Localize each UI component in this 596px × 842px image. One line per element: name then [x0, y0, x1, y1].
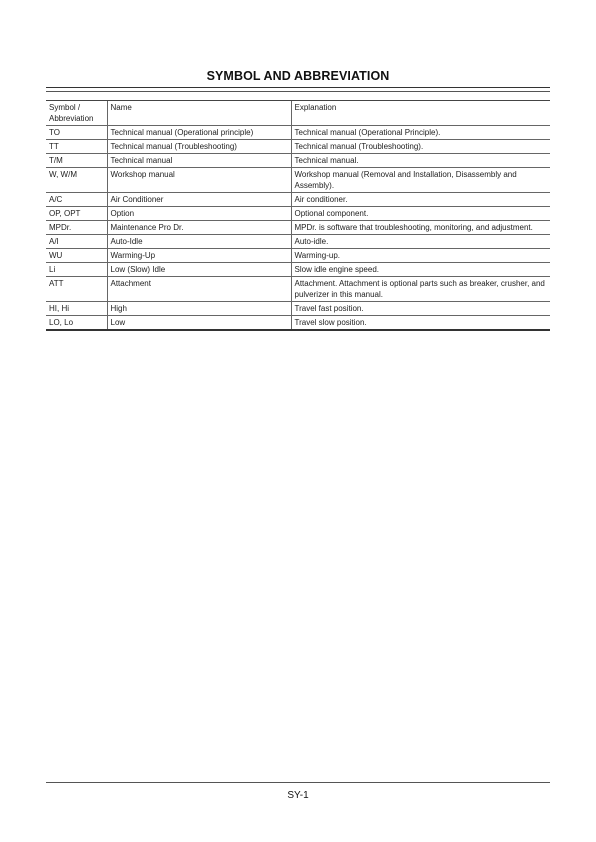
table-row	[46, 193, 550, 207]
cell-symbol: HI, Hi	[46, 302, 107, 316]
cell-symbol: T/M	[46, 154, 107, 168]
cell-name: Technical manual (Operational principle)	[107, 126, 291, 140]
cell-symbol: W, W/M	[46, 168, 107, 193]
cell-symbol: TT	[46, 140, 107, 154]
symbol-table	[46, 100, 550, 331]
cell-name: Maintenance Pro Dr.	[107, 221, 291, 235]
cell-explanation: Attachment. Attachment is optional parts such as breaker, crusher, and pulverizer in this manual.	[291, 277, 550, 302]
cell-name: Air Conditioner	[107, 193, 291, 207]
header-name: Name	[107, 101, 291, 126]
cell-name: Warming-Up	[107, 249, 291, 263]
table-row	[46, 221, 550, 235]
title-rule	[46, 87, 550, 88]
cell-name: Technical manual (Troubleshooting)	[107, 140, 291, 154]
cell-explanation: Air conditioner.	[291, 193, 550, 207]
cell-name: Low	[107, 316, 291, 331]
cell-symbol: Li	[46, 263, 107, 277]
cell-explanation: Travel fast position.	[291, 302, 550, 316]
cell-explanation: Travel slow position.	[291, 316, 550, 331]
cell-explanation: Technical manual (Operational Principle).	[291, 126, 550, 140]
header-explanation: Explanation	[291, 101, 550, 126]
table-row	[46, 302, 550, 316]
cell-explanation: Optional component.	[291, 207, 550, 221]
table-row	[46, 249, 550, 263]
table-row	[46, 316, 550, 331]
table-row	[46, 207, 550, 221]
table-row	[46, 168, 550, 193]
page-title: SYMBOL AND ABBREVIATION	[206, 69, 390, 83]
cell-explanation: Warming-up.	[291, 249, 550, 263]
cell-name: Auto-Idle	[107, 235, 291, 249]
cell-symbol: MPDr.	[46, 221, 107, 235]
table-row	[46, 235, 550, 249]
cell-explanation: Slow idle engine speed.	[291, 263, 550, 277]
cell-symbol: LO, Lo	[46, 316, 107, 331]
cell-explanation: Technical manual (Troubleshooting).	[291, 140, 550, 154]
cell-explanation: Technical manual.	[291, 154, 550, 168]
table-row	[46, 140, 550, 154]
table-header-row	[46, 101, 550, 126]
cell-name: High	[107, 302, 291, 316]
page-number: SY-1	[287, 790, 309, 801]
cell-explanation: Workshop manual (Removal and Installation, Disassembly and Assembly).	[291, 168, 550, 193]
cell-name: Low (Slow) Idle	[107, 263, 291, 277]
cell-symbol: A/I	[46, 235, 107, 249]
cell-explanation: MPDr. is software that troubleshooting, monitoring, and adjustment.	[291, 221, 550, 235]
cell-explanation: Auto-idle.	[291, 235, 550, 249]
table-row	[46, 263, 550, 277]
cell-symbol: ATT	[46, 277, 107, 302]
cell-symbol: WU	[46, 249, 107, 263]
cell-name: Attachment	[107, 277, 291, 302]
cell-name: Workshop manual	[107, 168, 291, 193]
footer-rule	[46, 782, 550, 783]
cell-symbol: A/C	[46, 193, 107, 207]
table-row	[46, 277, 550, 302]
title-rule-secondary	[46, 91, 550, 92]
header-symbol: Symbol / Abbreviation	[46, 101, 107, 126]
cell-name: Option	[107, 207, 291, 221]
cell-symbol: OP, OPT	[46, 207, 107, 221]
cell-symbol: TO	[46, 126, 107, 140]
table-row	[46, 154, 550, 168]
table-row	[46, 126, 550, 140]
cell-name: Technical manual	[107, 154, 291, 168]
